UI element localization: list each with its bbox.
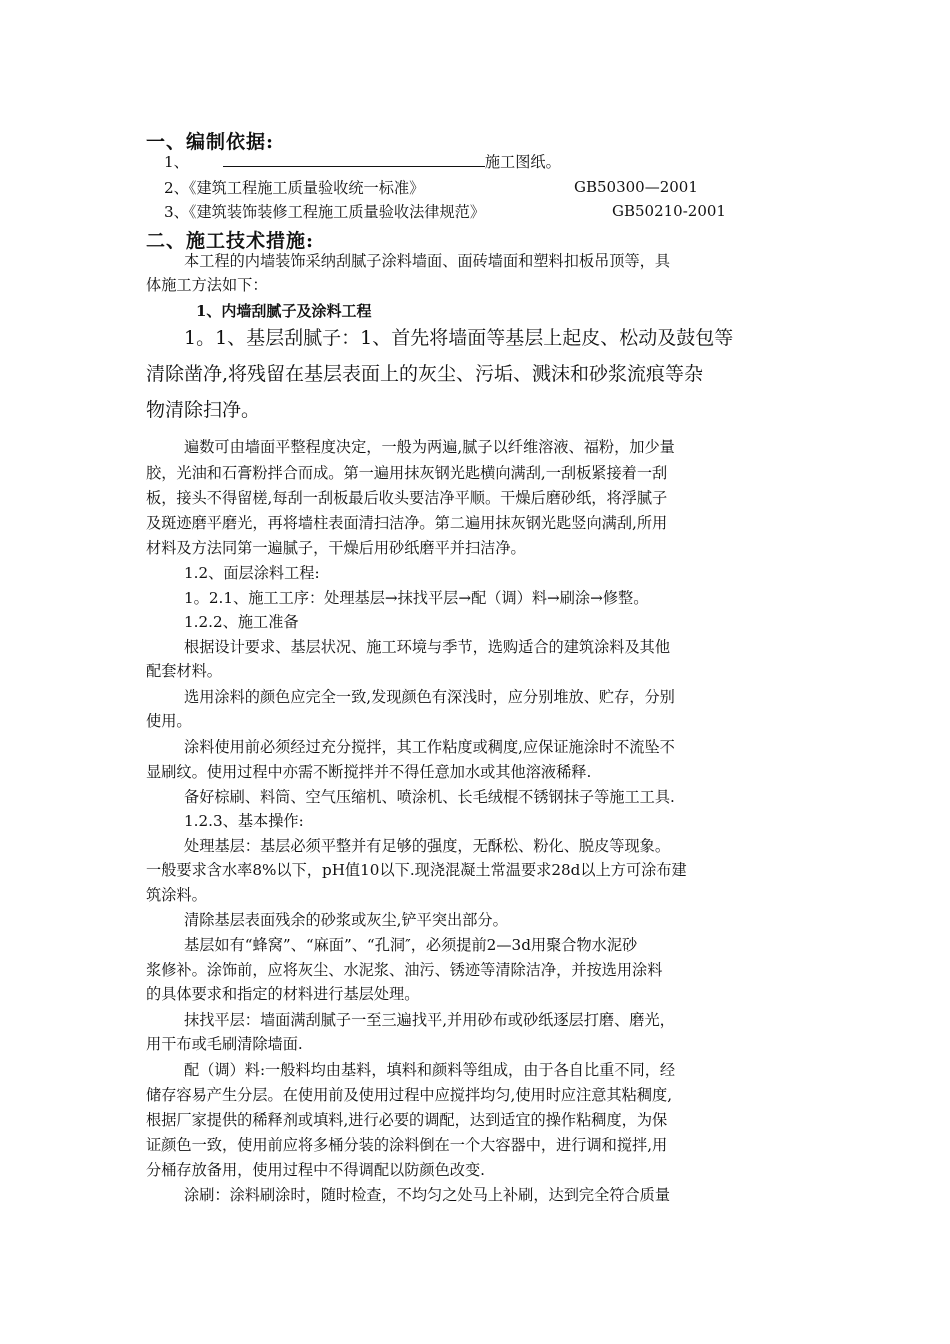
passes-line-2: 胶，光油和石膏粉拌合而成。第一遍用抹灰钢光匙横向满刮,一刮板紧接着一刮: [146, 464, 668, 482]
subsection-1-2-3: 1.2.3、基本操作:: [184, 812, 304, 830]
tools-line: 备好棕刷、料筒、空气压缩机、喷涂机、长毛绒棍不锈钢抹子等施工工具.: [184, 788, 675, 806]
repair-line-1: 基层如有“蜂窝”、“麻面”、“孔洞″，必须提前2—3d用聚合物水泥砂: [184, 936, 638, 954]
stir-line-2: 显刷纹。使用过程中亦需不断搅拌并不得任意加水或其他溶液稀释.: [146, 763, 592, 781]
mix-line-3: 根据厂家提供的稀释剂或填料,进行必要的调配，达到适宜的操作粘稠度，为保: [146, 1111, 668, 1129]
brush-line: 涂刷：涂料刷涂时，随时检查，不均匀之处马上补刷，达到完全符合质量: [184, 1186, 670, 1204]
treat-line-3: 筑涂料。: [146, 886, 207, 904]
level-line-1: 抹找平层：墙面满刮腻子一至三遍找平,并用砂布或砂纸逐层打磨、磨光，: [184, 1011, 675, 1029]
prep-line-2: 配套材料。: [146, 662, 222, 680]
basis-item-1-number: 1、: [164, 153, 189, 171]
subsection-1-2-2: 1.2.2、施工准备: [184, 613, 299, 631]
subsection-1-2: 1.2、面层涂料工程:: [184, 564, 320, 582]
treat-line-1: 处理基层：基层必须平整并有足够的强度，无酥松、粉化、脱皮等现象。: [184, 837, 670, 855]
basis-item-3: 3、《建筑装饰装修工程施工质量验收法律规范》: [164, 203, 486, 221]
subsection-1-2-1: 1。2.1、施工工序：处理基层→抹找平层→配（调）料→刷涂→修整。: [184, 589, 649, 607]
color-line-2: 使用。: [146, 712, 192, 730]
base-paragraph-line-2: 清除凿净,将残留在基层表面上的灰尘、污垢、溅沫和砂浆流痕等杂: [146, 363, 704, 385]
intro-line-2: 体施工方法如下：: [146, 276, 268, 294]
section-heading-basis: 一、编制依据:: [146, 131, 275, 153]
basis-item-2-code: GB50300—2001: [574, 178, 698, 196]
clean-line: 清除基层表面残余的砂浆或灰尘,铲平突出部分。: [184, 911, 508, 929]
stir-line-1: 涂料使用前必须经过充分搅拌，其工作粘度或稠度,应保证施涂时不流坠不: [184, 738, 675, 756]
base-paragraph-line-3: 物清除扫净。: [146, 399, 261, 421]
mix-line-1: 配（调）料:一般料均由基料，填料和颜料等组成，由于各自比重不同，经: [184, 1061, 676, 1079]
section-heading-measures: 二、施工技术措施:: [146, 230, 315, 252]
passes-line-3: 板，接头不得留槎,每刮一刮板最后收头要洁净平顺。干燥后磨砂纸，将浮腻子: [146, 489, 668, 507]
treat-line-2: 一般要求含水率8%以下，pH值10以下.现浇混凝土常温要求28d以上方可涂布建: [146, 861, 687, 879]
basis-item-1-text: 施工图纸。: [484, 153, 561, 171]
prep-line-1: 根据设计要求、基层状况、施工环境与季节，选购适合的建筑涂料及其他: [184, 638, 670, 656]
blank-underline: [223, 152, 485, 167]
basis-item-3-code: GB50210-2001: [612, 202, 726, 220]
intro-line-1: 本工程的内墙装饰采纳刮腻子涂料墙面、面砖墙面和塑料扣板吊顶等，具: [184, 252, 670, 270]
passes-line-5: 材料及方法同第一遍腻子，干燥后用砂纸磨平并扫洁净。: [146, 539, 526, 557]
mix-line-4: 证颜色一致，使用前应将多桶分装的涂料倒在一个大容器中，进行调和搅拌,用: [146, 1136, 668, 1154]
subsection-heading-1: 1、内墙刮腻子及涂料工程: [196, 302, 372, 320]
basis-item-2: 2、《建筑工程施工质量验收统一标准》: [164, 179, 425, 197]
basis-item-1: [164, 150, 561, 174]
repair-line-3: 的具体要求和指定的材料进行基层处理。: [146, 985, 420, 1003]
color-line-1: 选用涂料的颜色应完全一致,发现颜色有深浅时，应分别堆放、贮存，分别: [184, 688, 675, 706]
mix-line-2: 储存容易产生分层。在使用前及使用过程中应搅拌均匀,使用时应注意其粘稠度,: [146, 1086, 673, 1104]
passes-line-1: 遍数可由墙面平整程度决定，一般为两遍,腻子以纤维溶液、福粉，加少量: [184, 438, 675, 456]
base-paragraph-line-1: 1。1、基层刮腻子：1、首先将墙面等基层上起皮、松动及鼓包等: [184, 327, 734, 349]
level-line-2: 用干布或毛刷清除墙面.: [146, 1035, 303, 1053]
repair-line-2: 浆修补。涂饰前，应将灰尘、水泥浆、油污、锈迹等清除洁净，并按选用涂料: [146, 961, 663, 979]
passes-line-4: 及斑迹磨平磨光，再将墙柱表面清扫洁净。第二遍用抹灰钢光匙竖向满刮,所用: [146, 514, 668, 532]
mix-line-5: 分桶存放备用，使用过程中不得调配以防颜色改变.: [146, 1161, 485, 1179]
